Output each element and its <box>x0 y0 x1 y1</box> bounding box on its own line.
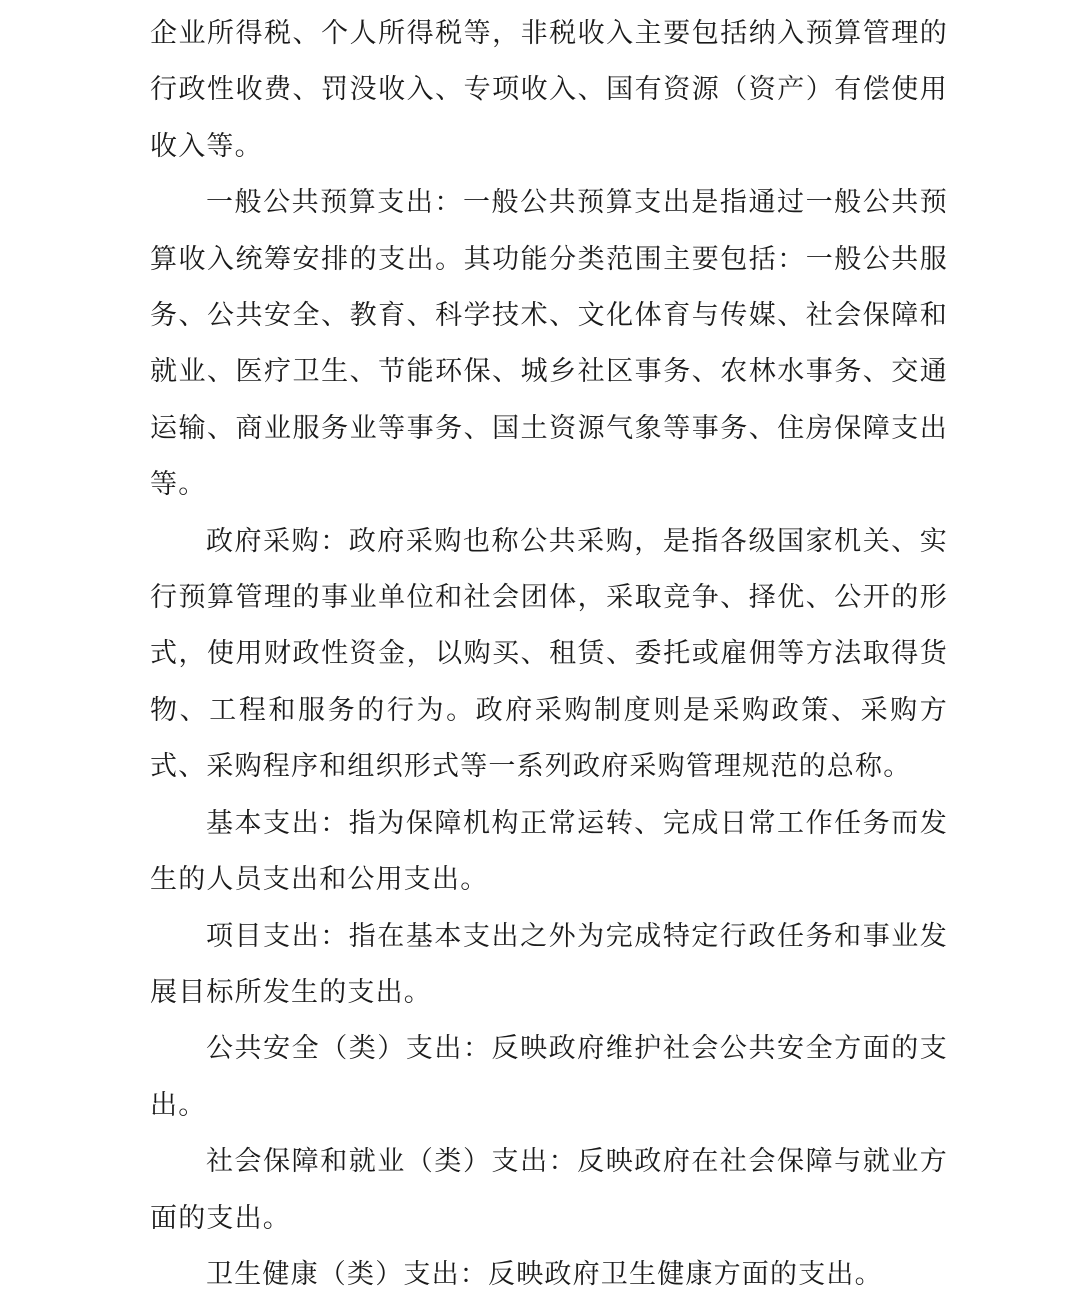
paragraph-social-security-expenditure: 社会保障和就业（类）支出：反映政府在社会保障与就业方面的支出。 <box>150 1146 948 1234</box>
paragraph-project-expenditure: 项目支出：指在基本支出之外为完成特定行政任务和事业发展目标所发生的支出。 <box>150 920 948 1008</box>
paragraph-government-procurement: 政府采购：政府采购也称公共采购，是指各级国家机关、实行预算管理的事业单位和社会团体，采取竞争、择优、公开的形式，使用财政性资金，以购买、租赁、委托或雇佣等方法取得货物、工程和服务的行为。政府采购制度则是采购政策、采购方式、采购程序和组织形式等一系列政府采购管理规范的总称。 <box>150 525 948 783</box>
paragraph-public-security-expenditure: 公共安全（类）支出：反映政府维护社会公共安全方面的支出。 <box>150 1033 948 1121</box>
paragraph-continuation: 企业所得税、个人所得税等，非税收入主要包括纳入预算管理的行政性收费、罚没收入、专项收入、国有资源（资产）有偿使用收入等。 <box>150 18 948 162</box>
document-page <box>150 6 948 1303</box>
paragraph-general-budget-expenditure: 一般公共预算支出：一般公共预算支出是指通过一般公共预算收入统筹安排的支出。其功能分类范围主要包括：一般公共服务、公共安全、教育、科学技术、文化体育与传媒、社会保障和就业、医疗卫生、节能环保、城乡社区事务、农林水事务、交通运输、商业服务业等事务、国土资源气象等事务、住房保障支出等。 <box>150 187 948 501</box>
paragraph-health-expenditure: 卫生健康（类）支出：反映政府卫生健康方面的支出。 <box>206 1258 883 1290</box>
paragraph-basic-expenditure: 基本支出：指为保障机构正常运转、完成日常工作任务而发生的人员支出和公用支出。 <box>150 807 948 896</box>
